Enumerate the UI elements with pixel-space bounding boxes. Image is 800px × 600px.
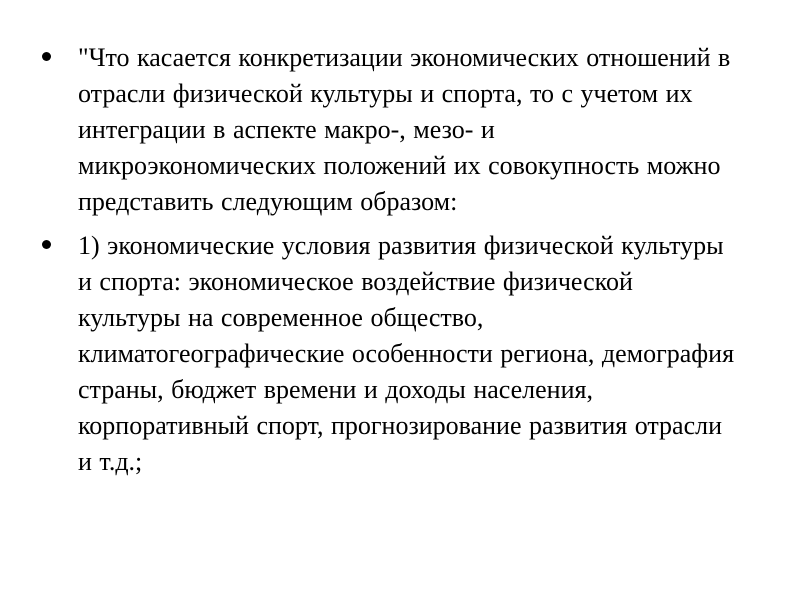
bullet-icon [42, 240, 51, 249]
bullet-item-1 [42, 40, 760, 220]
bullet-list [42, 40, 760, 480]
bullet-text-2: 1) экономические условия развития физической культуры и спорта: экономическое воздействие физической культуры на современное общество, климатогеографические особенности региона, демография страны, бюджет времени и доходы населения, корпоративный спорт, прогнозирование развития отрасли и т.д.; [78, 231, 735, 476]
bullet-icon [42, 52, 51, 61]
bullet-item-2 [42, 228, 760, 480]
bullet-text-1: "Что касается конкретизации экономических отношений в отрасли физической культуры и спорта, то с учетом их интеграции в аспекте макро-, мезо- и микроэкономических положений их совокупность можно представить следующим образом: [78, 43, 731, 216]
